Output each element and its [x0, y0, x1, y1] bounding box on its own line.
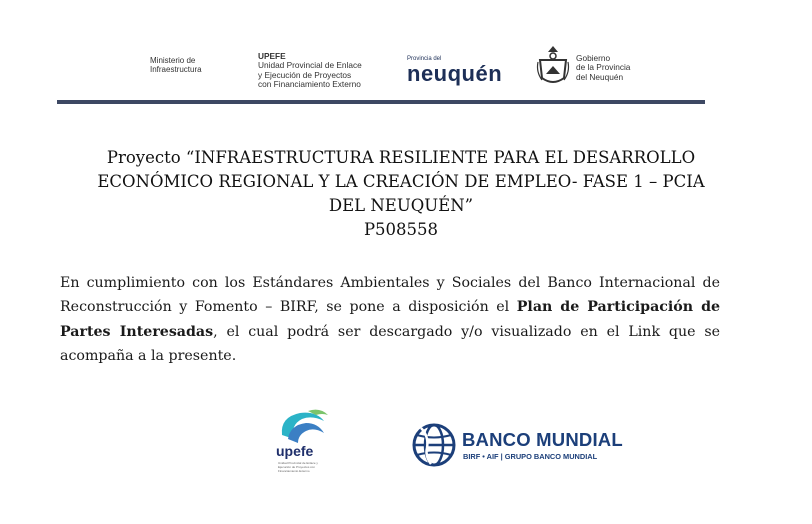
upefe-header-logo [258, 52, 362, 89]
body-part2: , el cual podrá ser descargado y/o visualizado en el Link que se acompaña a la presente. [60, 323, 720, 365]
title-line2: ECONÓMICO REGIONAL Y LA CREACIÓN DE EMPLEO- FASE 1 – PCIA [97, 172, 705, 191]
project-code: P508558 [363, 220, 439, 239]
neuquen-small: Provincia del [407, 56, 442, 62]
title-line1: Proyecto “INFRAESTRUCTURA RESILIENTE PARA EL DESARROLLO [106, 148, 696, 167]
upefe-line2: Unidad Provincial de Enlace [258, 60, 362, 71]
project-title [40, 146, 762, 242]
ministerio-line1: Ministerio de [150, 56, 196, 65]
banco-mundial-subtitle: BIRF • AIF | GRUPO BANCO MUNDIAL [463, 452, 598, 461]
header-logos [0, 44, 812, 96]
banco-mundial-title: BANCO MUNDIAL [462, 429, 623, 450]
upefe-swirl-icon [272, 405, 334, 445]
neuquen-big: neuquén [407, 61, 503, 86]
gobierno-text [576, 54, 630, 82]
banco-mundial-logo [411, 422, 631, 472]
upefe-wordmark: upefe [276, 443, 314, 459]
upefe-line4: con Financiamiento Externo [258, 78, 361, 89]
upefe-fine-print: Unidad Provincial de Enlace y Ejecución de Proyectos con Financiamiento Externo [278, 461, 318, 473]
upefe-line3: y Ejecución de Proyectos [258, 69, 352, 80]
body-part1: En cumplimiento con los Estándares Ambientales y Sociales del Banco Internacional de Reconstrucción y Fomento – BIRF, se pone a disposición el [60, 275, 720, 316]
header-divider [57, 100, 705, 104]
gobierno-line1: Gobierno [576, 53, 611, 63]
upefe-footer-logo [272, 405, 334, 479]
upefe-line1: UPEFE [258, 51, 286, 61]
body-bold-plan: Plan de Participación de Partes Interesadas [60, 299, 721, 340]
gobierno-line3: del Neuquén [576, 71, 624, 82]
coat-of-arms-icon [534, 44, 572, 88]
ministerio-line2: Infraestructura [150, 65, 202, 74]
body-paragraph [60, 271, 720, 369]
ministerio-logo [150, 56, 202, 74]
gobierno-line2: de la Provincia [576, 62, 631, 73]
globe-icon [411, 422, 457, 468]
gobierno-logo [534, 44, 644, 96]
neuquen-logo [407, 56, 502, 85]
title-line3: DEL NEUQUÉN” [328, 196, 474, 215]
